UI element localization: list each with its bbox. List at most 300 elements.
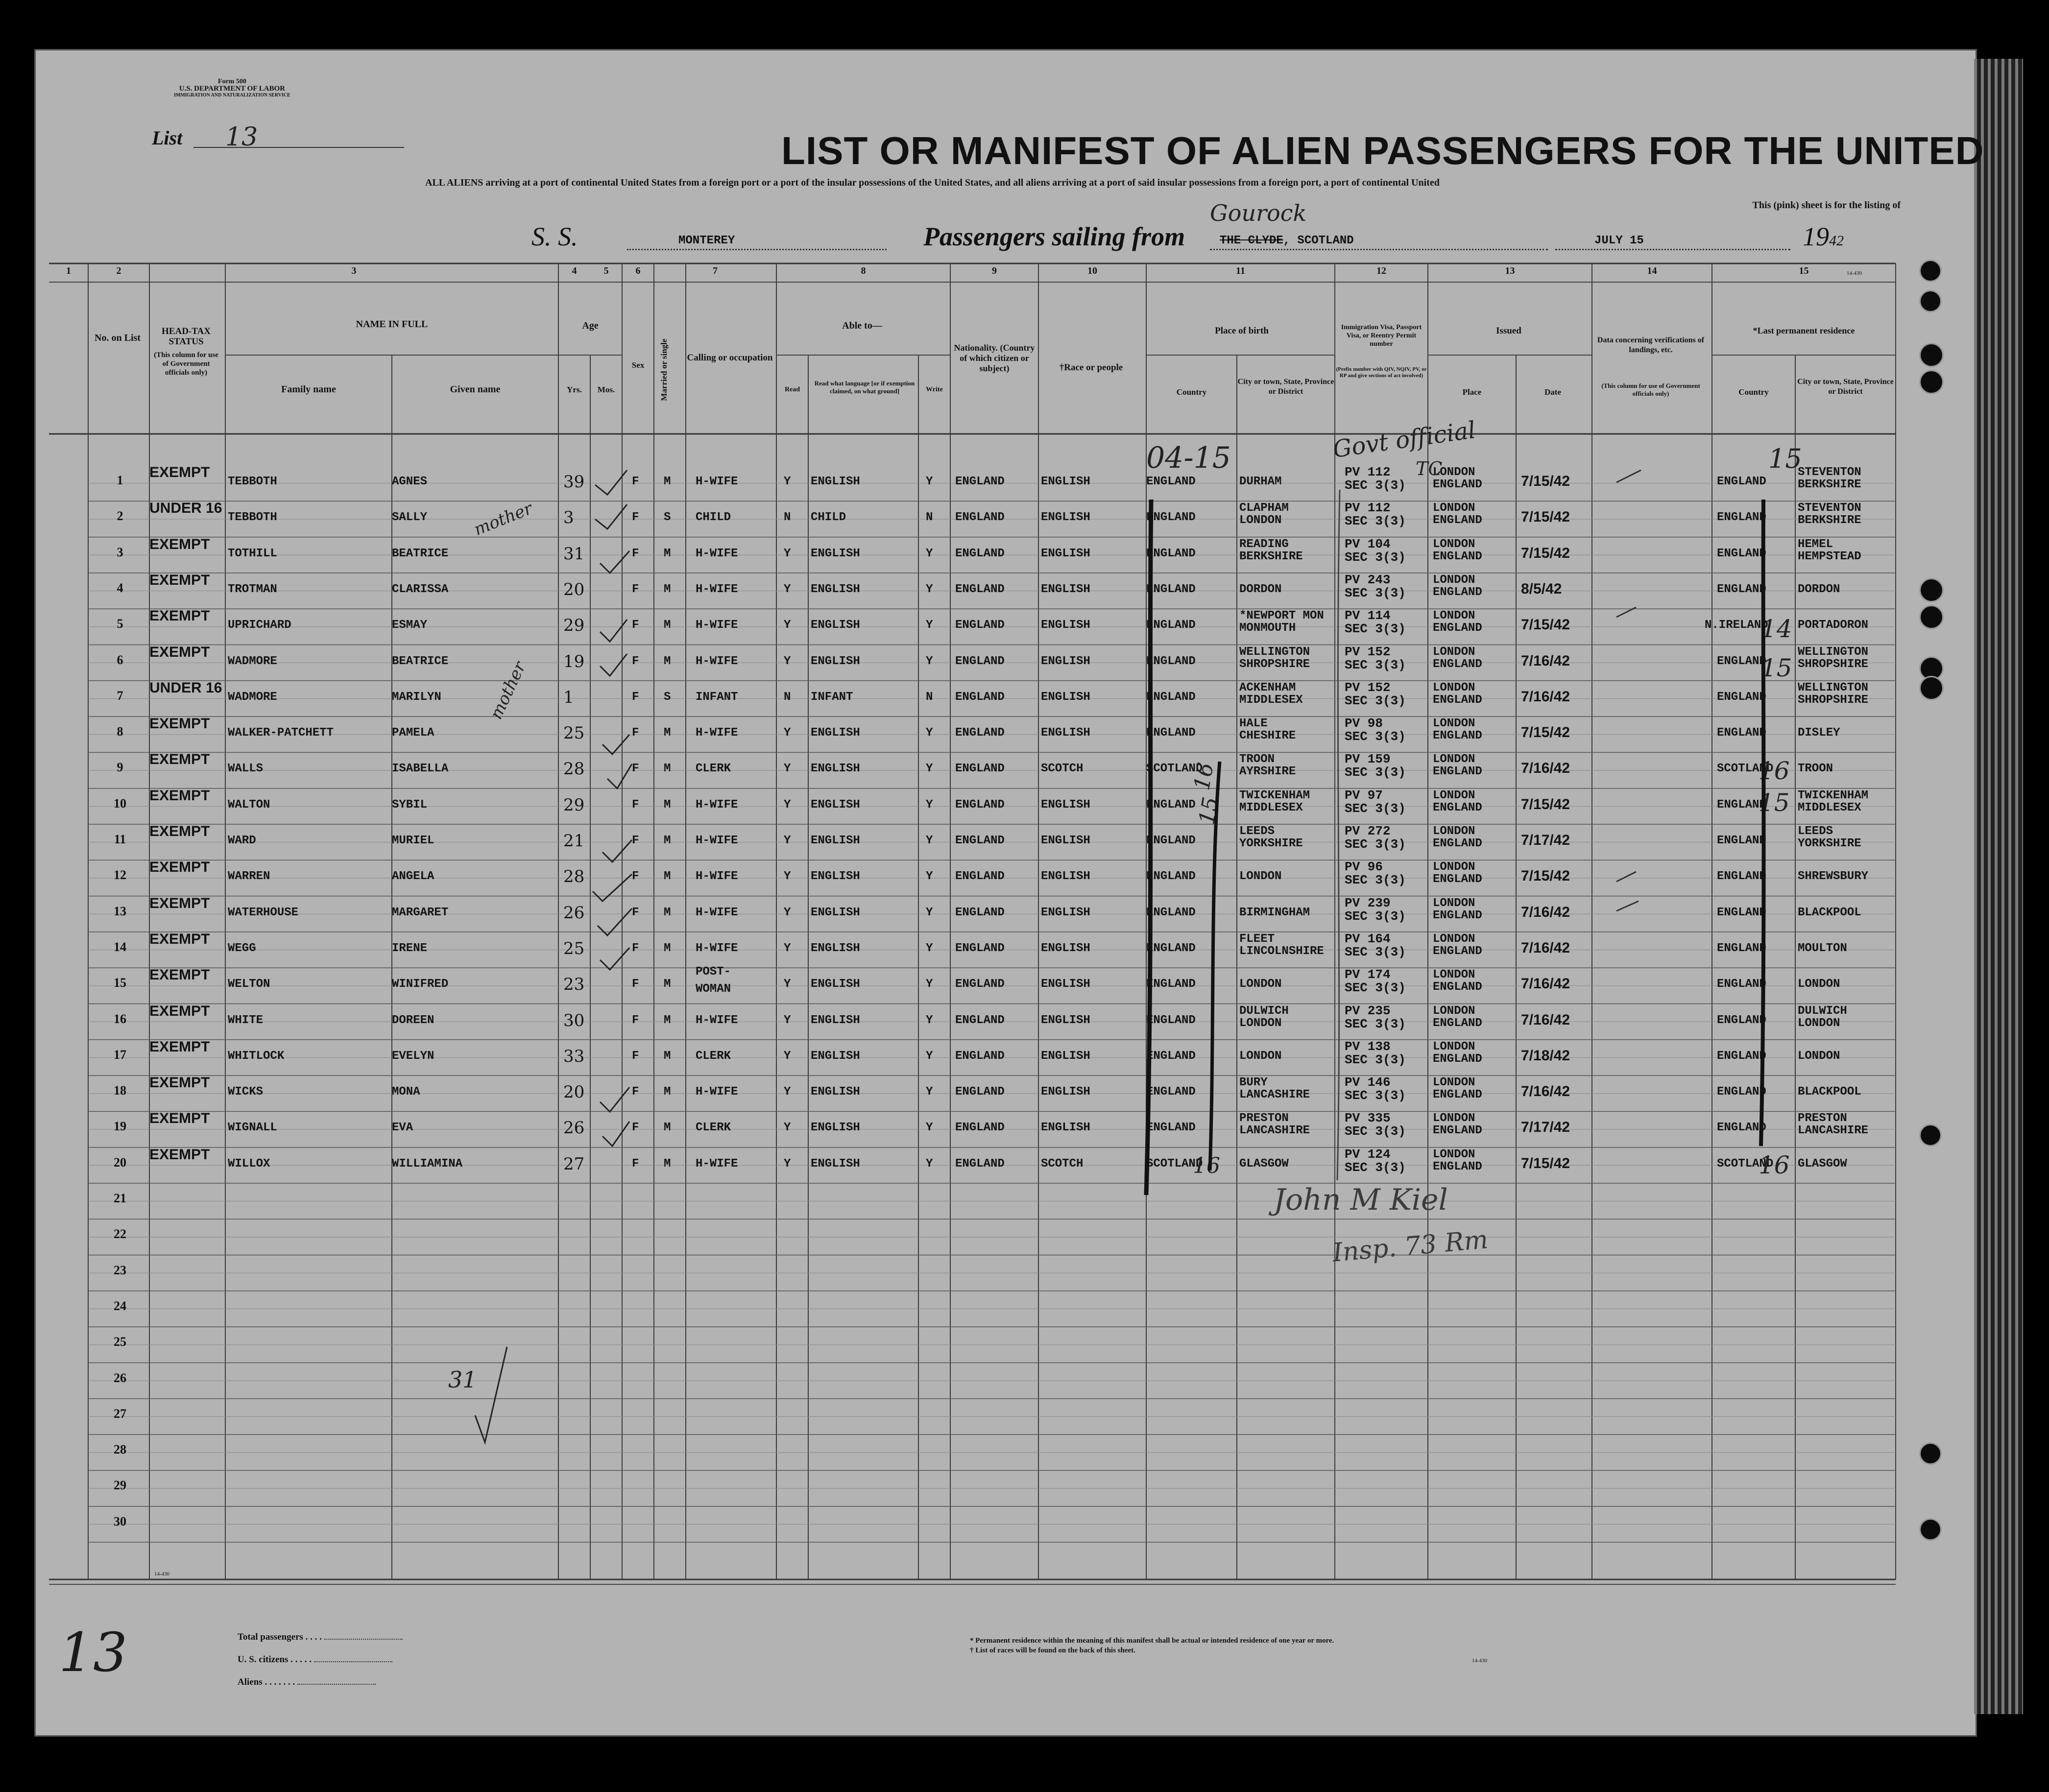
residence-city: STEVENTON — [1798, 466, 1861, 479]
marital-status: M — [664, 1049, 671, 1063]
annot-top-code: 04-15 — [1146, 441, 1231, 475]
row-number: 2 — [117, 509, 123, 524]
issued-date: 7/15/42 — [1521, 1155, 1570, 1171]
page-title: LIST OR MANIFEST OF ALIEN PASSENGERS FOR THE UNITED — [781, 129, 1984, 172]
read-language: ENGLISH — [811, 475, 860, 488]
race: ENGLISH — [1041, 690, 1090, 704]
issued-place: LONDON — [1433, 753, 1475, 766]
hdr-write: Write — [926, 386, 943, 393]
sex: F — [632, 726, 639, 740]
visa-section: SEC 3(3) — [1345, 837, 1406, 852]
hdr-verifications-note: (This column for use of Government officials only) — [1601, 382, 1700, 397]
given-name: WILLIAMINA — [392, 1157, 463, 1171]
marital-status: M — [664, 1121, 671, 1135]
sex: F — [632, 547, 639, 560]
birth-city: TROON — [1239, 753, 1275, 766]
column-number: 13 — [1505, 265, 1515, 276]
family-name: WARD — [228, 834, 256, 847]
birth-country: SCOTLAND — [1146, 762, 1203, 776]
marital-status: M — [664, 582, 671, 596]
birth-city-2: LANCASHIRE — [1239, 1124, 1310, 1138]
visa-section: SEC 3(3) — [1345, 1088, 1406, 1103]
nationality: ENGLAND — [955, 511, 1005, 525]
write: Y — [926, 1013, 933, 1027]
issued-place: LONDON — [1433, 609, 1475, 623]
binder-hole — [1919, 370, 1944, 394]
birth-city: LONDON — [1239, 978, 1282, 991]
read-language: ENGLISH — [811, 762, 860, 776]
sex: F — [632, 1157, 639, 1171]
visa-section: SEC 3(3) — [1345, 1016, 1406, 1031]
footnote-races: † List of races will be found on the back of this sheet. — [970, 1647, 1135, 1654]
issued-place: LONDON — [1433, 1076, 1475, 1090]
marital-status: M — [664, 1085, 671, 1099]
race: ENGLISH — [1041, 941, 1090, 955]
binder-hole — [1919, 1442, 1942, 1465]
read-language: ENGLISH — [811, 1121, 860, 1135]
birth-city: BIRMINGHAM — [1239, 906, 1310, 919]
row-number: 10 — [114, 796, 126, 811]
occupation: H-WIFE — [696, 726, 738, 740]
head-tax-status: EXEMPT — [149, 751, 210, 768]
family-name: WILLOX — [228, 1157, 270, 1171]
issued-place: LONDON — [1433, 537, 1475, 551]
birth-city-2: MONMOUTH — [1239, 621, 1296, 635]
annot-mother-2: mother — [486, 659, 530, 722]
birth-city: CLAPHAM — [1239, 502, 1289, 515]
residence-city: TWICKENHAM — [1798, 788, 1869, 802]
read-language: ENGLISH — [811, 547, 860, 560]
marital-status: S — [664, 511, 671, 525]
issued-place: LONDON — [1433, 466, 1475, 479]
issued-date: 7/16/42 — [1521, 1083, 1570, 1100]
birth-city: *NEWPORT MON — [1239, 609, 1324, 623]
read: N — [784, 690, 791, 704]
race: ENGLISH — [1041, 834, 1090, 847]
read-language: ENGLISH — [811, 1157, 860, 1171]
birth-city-2: LINCOLNSHIRE — [1239, 944, 1324, 958]
issued-place-2: ENGLAND — [1433, 550, 1482, 563]
birth-city-2: SHROPSHIRE — [1239, 657, 1310, 671]
residence-city: GLASGOW — [1798, 1157, 1847, 1171]
race: ENGLISH — [1041, 475, 1090, 488]
age-years: 29 — [563, 616, 585, 636]
column-number: 10 — [1087, 265, 1097, 276]
age-years: 25 — [563, 938, 585, 958]
write: N — [926, 690, 933, 704]
race: ENGLISH — [1041, 511, 1090, 525]
birth-city: GLASGOW — [1239, 1157, 1289, 1171]
residence-city-2: LONDON — [1798, 1016, 1840, 1030]
birth-city: DURHAM — [1239, 475, 1282, 488]
age-years: 39 — [563, 472, 585, 492]
read: Y — [784, 547, 791, 560]
family-name: TOTHILL — [228, 547, 277, 560]
birth-country: ENGLAND — [1146, 1121, 1196, 1135]
issued-place: LONDON — [1433, 788, 1475, 802]
hdr-age: Age — [582, 320, 599, 331]
residence-country: ENGLAND — [1717, 798, 1766, 812]
hdr-visa: Immigration Visa, Passport Visa, or Reentry Permit number — [1341, 324, 1422, 348]
issued-place: LONDON — [1433, 573, 1475, 587]
marital-status: M — [664, 726, 671, 740]
visa-number: PV 272 — [1345, 824, 1391, 838]
annot-bc-16b: 16 — [1193, 1153, 1220, 1178]
given-name: MONA — [392, 1085, 420, 1099]
footer-totals — [238, 1626, 403, 1694]
issued-place: LONDON — [1433, 717, 1475, 731]
head-tax-status: EXEMPT — [149, 464, 210, 480]
annot-bc-15: 15 — [1194, 795, 1224, 827]
row-number: 3 — [117, 545, 123, 559]
binder-hole — [1919, 578, 1944, 602]
marital-status: M — [664, 870, 671, 884]
marital-status: M — [664, 619, 671, 632]
row-number: 9 — [117, 760, 123, 775]
birth-country: ENGLAND — [1146, 726, 1196, 740]
row-number: 15 — [114, 976, 126, 990]
sex: F — [632, 941, 639, 955]
annot-signature: John M Kiel — [1274, 1183, 1448, 1217]
annot-tc: TC — [1416, 458, 1443, 479]
head-tax-status: UNDER 16 — [149, 500, 222, 517]
issued-date: 7/15/42 — [1521, 473, 1570, 489]
port-handwritten: Gourock — [1210, 200, 1307, 226]
nationality: ENGLAND — [955, 1013, 1005, 1027]
visa-number: PV 152 — [1345, 680, 1391, 695]
sex: F — [632, 1013, 639, 1027]
hdr-res-country: Country — [1738, 387, 1769, 397]
residence-country: ENGLAND — [1717, 654, 1766, 668]
hdr-sex: Sex — [631, 360, 645, 370]
read: Y — [784, 1013, 791, 1027]
visa-number: PV 124 — [1345, 1147, 1391, 1162]
total-passengers-label: Total passengers . . . . — [238, 1626, 403, 1649]
hdr-birth-city: City or town, State, Province or District — [1237, 378, 1334, 396]
birth-country: ENGLAND — [1146, 1085, 1196, 1099]
issued-date: 7/17/42 — [1521, 832, 1570, 848]
visa-number: PV 97 — [1345, 788, 1383, 803]
family-name: WICKS — [228, 1085, 264, 1099]
row-number: 18 — [114, 1083, 126, 1098]
write: Y — [926, 978, 933, 991]
issued-place-2: ENGLAND — [1433, 801, 1482, 814]
age-years: 3 — [563, 508, 574, 528]
marital-status: M — [664, 834, 671, 847]
nationality: ENGLAND — [955, 978, 1005, 991]
given-name: DOREEN — [392, 1013, 434, 1027]
family-name: WEGG — [228, 941, 256, 955]
residence-city: SHREWSBURY — [1798, 870, 1869, 884]
visa-section: SEC 3(3) — [1345, 657, 1406, 672]
issued-place-2: ENGLAND — [1433, 729, 1482, 743]
residence-city: BLACKPOOL — [1798, 1085, 1861, 1099]
issued-place-2: ENGLAND — [1433, 478, 1482, 491]
column-number: 1 — [66, 265, 71, 276]
read-language: ENGLISH — [811, 1085, 860, 1099]
read: Y — [784, 978, 791, 991]
write: Y — [926, 1085, 933, 1099]
visa-section: SEC 3(3) — [1345, 908, 1406, 924]
head-tax-status: EXEMPT — [149, 967, 210, 983]
visa-number: PV 164 — [1345, 931, 1391, 946]
birth-country: ENGLAND — [1146, 941, 1196, 955]
visa-number: PV 239 — [1345, 895, 1391, 910]
nationality: ENGLAND — [955, 1157, 1005, 1171]
form-code-top: 14-430 — [1847, 270, 1862, 276]
given-name: SYBIL — [392, 798, 428, 812]
write: Y — [926, 1121, 933, 1135]
given-name: ANGELA — [392, 870, 434, 884]
binder-hole — [1919, 605, 1944, 629]
read: Y — [784, 941, 791, 955]
birth-country: ENGLAND — [1146, 654, 1196, 668]
hdr-name-in-full: NAME IN FULL — [356, 319, 428, 330]
residence-country: ENGLAND — [1717, 1085, 1766, 1099]
hdr-race: †Race or people — [1059, 362, 1123, 373]
issued-place: LONDON — [1433, 896, 1475, 910]
write: Y — [926, 1049, 933, 1063]
residence-city: DISLEY — [1798, 726, 1840, 740]
issued-date: 7/15/42 — [1521, 545, 1570, 561]
family-name: WALLS — [228, 762, 264, 776]
row-number: 30 — [114, 1514, 126, 1529]
visa-section: SEC 3(3) — [1345, 1160, 1406, 1175]
row-number: 29 — [114, 1478, 126, 1493]
visa-number: PV 335 — [1345, 1111, 1391, 1126]
residence-city: PORTADORON — [1798, 619, 1869, 632]
residence-country: ENGLAND — [1717, 547, 1766, 560]
birth-city-2: CHESHIRE — [1239, 729, 1296, 743]
race: ENGLISH — [1041, 1085, 1090, 1099]
sex: F — [632, 690, 639, 704]
hdr-read-language: Read what language [or if exemption claimed, on what ground] — [814, 380, 915, 395]
issued-place: LONDON — [1433, 825, 1475, 838]
footer-notes — [970, 1636, 1334, 1655]
read: Y — [784, 475, 791, 488]
nationality: ENGLAND — [955, 619, 1005, 632]
visa-number: PV 235 — [1345, 1003, 1391, 1018]
given-name: SALLY — [392, 511, 428, 525]
subtitle-line2: This (pink) sheet is for the listing of — [1752, 200, 1901, 211]
issued-date: 7/16/42 — [1521, 1011, 1570, 1028]
read: Y — [784, 619, 791, 632]
binder-hole — [1919, 343, 1944, 367]
column-number: 11 — [1236, 265, 1245, 276]
date-month: JULY 15 — [1594, 234, 1644, 247]
race: ENGLISH — [1041, 1013, 1090, 1027]
sex: F — [632, 798, 639, 812]
ss-label: S. S. — [531, 222, 578, 251]
sex: F — [632, 834, 639, 847]
annot-res-14: 14 — [1761, 615, 1792, 643]
visa-section: SEC 3(3) — [1345, 765, 1406, 780]
issued-date: 7/18/42 — [1521, 1047, 1570, 1064]
birth-city: WELLINGTON — [1239, 645, 1310, 659]
head-tax-status: EXEMPT — [149, 1003, 210, 1019]
residence-city: STEVENTON — [1798, 502, 1861, 515]
list-number: 13 — [225, 122, 258, 152]
birth-city-2: LONDON — [1239, 1016, 1282, 1030]
us-citizens-label: U. S. citizens . . . . . — [238, 1649, 403, 1671]
head-tax-status: EXEMPT — [149, 716, 210, 732]
column-number: 8 — [861, 265, 866, 276]
residence-country: ENGLAND — [1717, 582, 1766, 596]
issued-place: LONDON — [1433, 1040, 1475, 1053]
write: Y — [926, 726, 933, 740]
sex: F — [632, 475, 639, 488]
marital-status: M — [664, 906, 671, 919]
race: ENGLISH — [1041, 619, 1090, 632]
sex: F — [632, 619, 639, 632]
write: Y — [926, 475, 933, 488]
occupation: H-WIFE — [696, 834, 738, 847]
race: ENGLISH — [1041, 582, 1090, 596]
hdr-no-on-list: No. on List — [95, 333, 141, 343]
read-language: ENGLISH — [811, 798, 860, 812]
row-number: 6 — [117, 652, 123, 667]
age-years: 23 — [563, 975, 585, 995]
race: ENGLISH — [1041, 726, 1090, 740]
read: Y — [784, 1049, 791, 1063]
read: Y — [784, 1157, 791, 1171]
issued-date: 7/15/42 — [1521, 617, 1570, 633]
visa-section: SEC 3(3) — [1345, 944, 1406, 959]
family-name: WALTON — [228, 798, 270, 812]
birth-country: ENGLAND — [1146, 870, 1196, 884]
occupation: H-WIFE — [696, 582, 738, 596]
hdr-head-tax: HEAD-TAX STATUS — [162, 326, 211, 347]
race: ENGLISH — [1041, 870, 1090, 884]
row-number: 28 — [114, 1442, 126, 1457]
residence-city: BLACKPOOL — [1798, 906, 1861, 919]
row-number: 19 — [114, 1119, 126, 1134]
age-years: 29 — [563, 795, 585, 815]
issued-place: LONDON — [1433, 860, 1475, 874]
occupation: POST- — [696, 965, 731, 979]
marital-status: M — [664, 798, 671, 812]
occupation: H-WIFE — [696, 654, 738, 668]
hdr-head-tax-note: (This column for use of Government officials only) — [154, 351, 218, 377]
hdr-issued-place: Place — [1462, 387, 1482, 397]
annot-inspector: Insp. 73 Rm — [1331, 1225, 1490, 1268]
residence-country: SCOTLAND — [1717, 762, 1774, 776]
head-tax-status: EXEMPT — [149, 572, 210, 588]
age-years: 19 — [563, 651, 585, 671]
visa-section: SEC 3(3) — [1345, 1124, 1406, 1139]
nationality: ENGLAND — [955, 1121, 1005, 1135]
annot-res-15a: 15 — [1768, 443, 1802, 474]
residence-country: ENGLAND — [1717, 906, 1766, 919]
birth-country: ENGLAND — [1146, 1049, 1196, 1063]
head-tax-status: EXEMPT — [149, 1038, 210, 1055]
issued-place-2: ENGLAND — [1433, 1160, 1482, 1173]
row-number: 23 — [114, 1263, 126, 1277]
given-name: CLARISSA — [392, 582, 449, 596]
footer-code: 14-430 — [1472, 1658, 1488, 1664]
nationality: ENGLAND — [955, 834, 1005, 847]
hdr-visa-note: (Prefix number with QIV, NQIV, PV, or RP and give sections of act involved) — [1336, 366, 1427, 379]
race: SCOTCH — [1041, 1157, 1084, 1171]
occupation: CHILD — [696, 511, 731, 525]
read-language: CHILD — [811, 511, 846, 525]
visa-number: PV 174 — [1345, 967, 1391, 982]
column-number: 15 — [1799, 265, 1809, 276]
birth-city-2: MIDDLESEX — [1239, 801, 1303, 814]
issued-date: 7/15/42 — [1521, 724, 1570, 741]
issued-place-2: ENGLAND — [1433, 1124, 1482, 1138]
hdr-birth-country: Country — [1176, 387, 1207, 397]
family-name: WELTON — [228, 978, 270, 991]
annot-bc-16a: 16 — [1189, 761, 1219, 792]
grid-code: 14-430 — [154, 1571, 170, 1577]
given-name: ESMAY — [392, 619, 428, 632]
head-tax-status: EXEMPT — [149, 1146, 210, 1163]
family-name: TROTMAN — [228, 582, 277, 596]
read-language: ENGLISH — [811, 1013, 860, 1027]
sex: F — [632, 511, 639, 525]
nationality: ENGLAND — [955, 906, 1005, 919]
hdr-nationality: Nationality. (Country of which citizen or subject) — [954, 343, 1035, 373]
birth-city: LEEDS — [1239, 825, 1275, 838]
age-years: 28 — [563, 759, 585, 779]
age-years: 31 — [563, 544, 585, 564]
write: Y — [926, 762, 933, 776]
nationality: ENGLAND — [955, 690, 1005, 704]
read: Y — [784, 654, 791, 668]
binder-hole — [1919, 676, 1944, 700]
visa-number: PV 96 — [1345, 860, 1383, 875]
sex: F — [632, 1085, 639, 1099]
column-number: 12 — [1376, 265, 1386, 276]
birth-city-2: YORKSHIRE — [1239, 837, 1303, 850]
visa-number: PV 159 — [1345, 752, 1391, 767]
issued-place: LONDON — [1433, 1147, 1475, 1161]
head-tax-status: EXEMPT — [149, 1075, 210, 1091]
read-language: ENGLISH — [811, 834, 860, 847]
department: U.S. DEPARTMENT OF LABOR — [179, 85, 286, 93]
sex: F — [632, 906, 639, 919]
family-name: WADMORE — [228, 654, 277, 668]
visa-number: PV 138 — [1345, 1039, 1391, 1054]
issued-date: 7/16/42 — [1521, 652, 1570, 669]
residence-city: LEEDS — [1798, 825, 1833, 838]
family-name: WADMORE — [228, 690, 277, 704]
visa-number: PV 114 — [1345, 608, 1391, 623]
race: SCOTCH — [1041, 762, 1084, 776]
annot-check — [470, 1342, 514, 1450]
residence-country: SCOTLAND — [1717, 1157, 1774, 1171]
occupation: H-WIFE — [696, 619, 738, 632]
read-language: ENGLISH — [811, 726, 860, 740]
nationality: ENGLAND — [955, 762, 1005, 776]
issued-date: 7/15/42 — [1521, 509, 1570, 526]
annot-count: 31 — [448, 1366, 477, 1393]
nationality: ENGLAND — [955, 654, 1005, 668]
read-language: ENGLISH — [811, 870, 860, 884]
given-name: MARILYN — [392, 690, 441, 704]
head-tax-status: EXEMPT — [149, 787, 210, 804]
residence-city-2: HEMPSTEAD — [1798, 550, 1861, 563]
issued-place-2: ENGLAND — [1433, 693, 1482, 707]
residence-city: LONDON — [1798, 1049, 1840, 1063]
row-number: 12 — [114, 868, 126, 883]
row-number: 25 — [114, 1335, 126, 1349]
read-language: ENGLISH — [811, 906, 860, 919]
age-years: 30 — [563, 1010, 585, 1030]
marital-status: S — [664, 690, 671, 704]
visa-section: SEC 3(3) — [1345, 1052, 1406, 1067]
